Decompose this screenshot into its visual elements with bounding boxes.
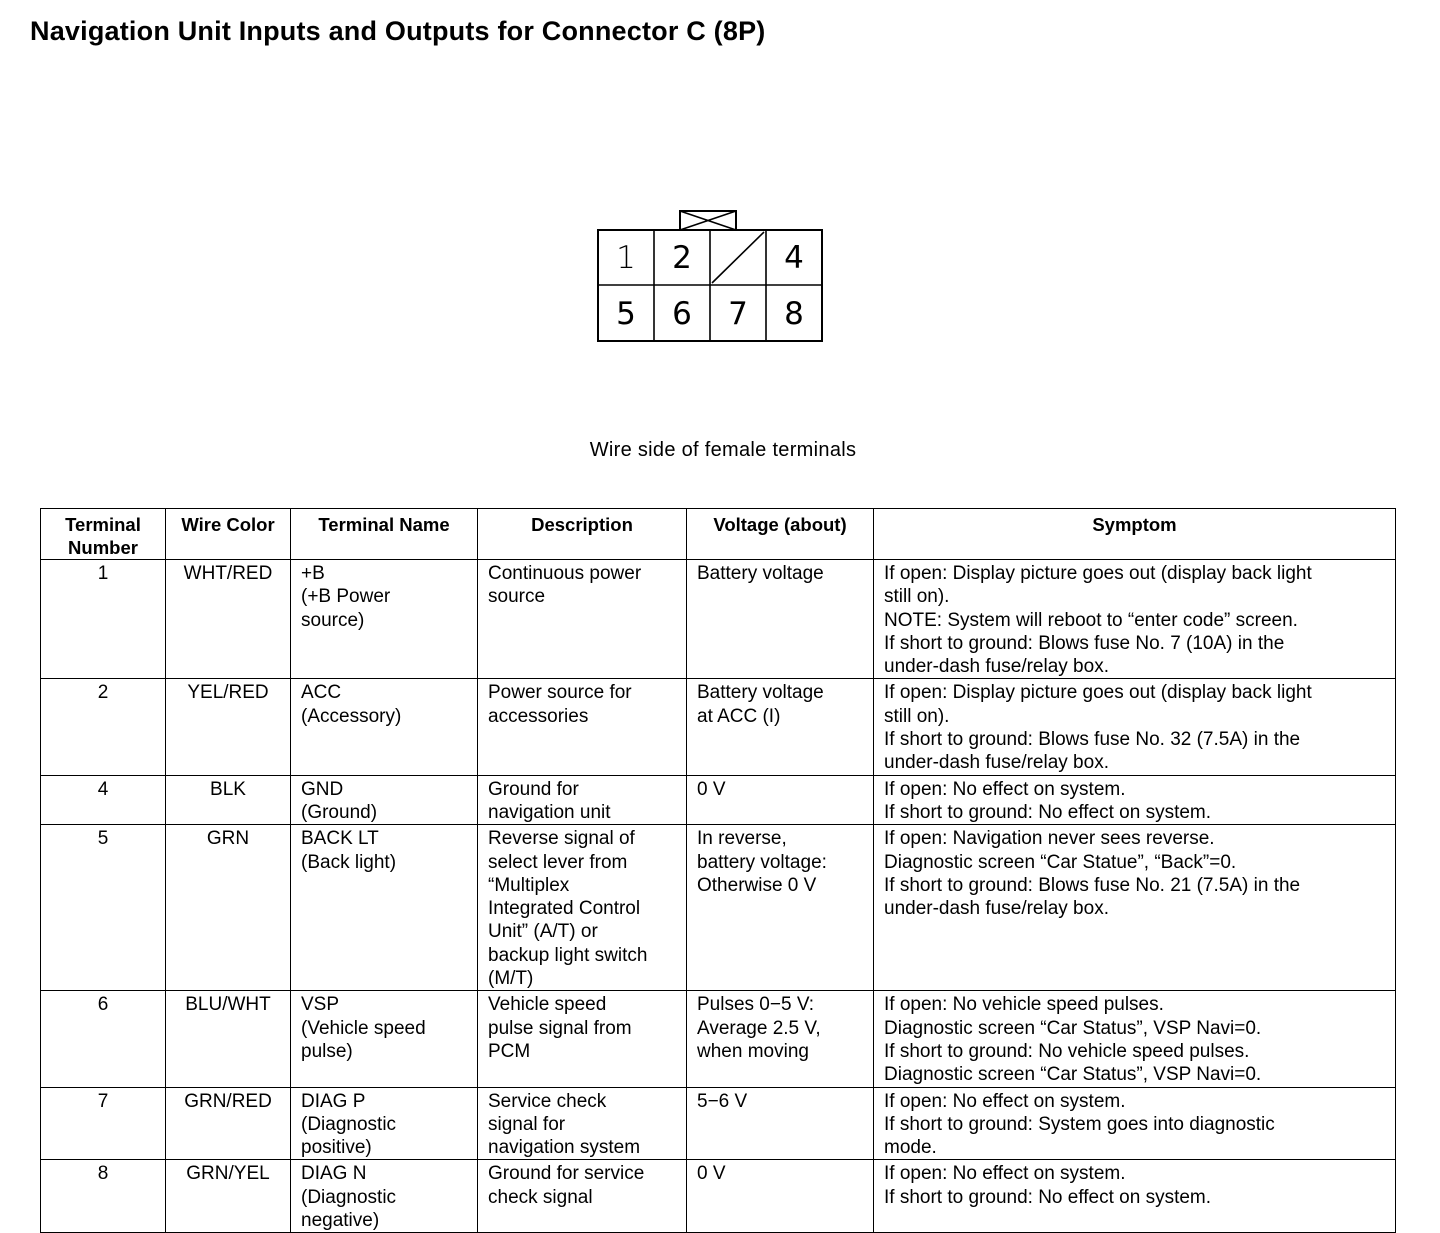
pin-number: 2: [672, 240, 692, 276]
terminal-name-cell: [291, 560, 478, 679]
voltage-cell-line: 0 V: [697, 1163, 726, 1185]
voltage-cell-line: 0 V: [697, 778, 726, 800]
description-cell-line: navigation system: [488, 1137, 641, 1159]
voltage-cell-line: Otherwise 0 V: [697, 874, 817, 896]
wire-color-cell: BLU/WHT: [166, 991, 291, 1087]
terminal-name-cell-line: (Accessory): [301, 705, 402, 727]
symptom-cell-line: Diagnostic screen “Car Status”, VSP Navi=0.: [884, 1064, 1262, 1086]
pin-number: 4: [784, 240, 804, 276]
terminal-name-cell-line: ACC: [301, 682, 342, 704]
header-symptom: Symptom: [874, 509, 1396, 560]
table-row: [41, 679, 1396, 775]
description-cell: [478, 679, 687, 775]
table-header-row: [41, 509, 1396, 560]
voltage-cell-line: In reverse,: [697, 828, 787, 850]
table-row: [41, 991, 1396, 1087]
symptom-cell-line: mode.: [884, 1137, 937, 1159]
description-cell-line: pulse signal from: [488, 1017, 632, 1039]
terminal-name-cell: [291, 775, 478, 825]
symptom-cell: [874, 1160, 1396, 1233]
symptom-cell-line: still on).: [884, 705, 950, 727]
symptom-cell-line: If short to ground: No effect on system.: [884, 801, 1212, 823]
terminal-name-cell: [291, 679, 478, 775]
header-description: Description: [478, 509, 687, 560]
terminal-name-cell-line: (Diagnostic: [301, 1113, 397, 1135]
pin-number: 8: [784, 296, 804, 332]
symptom-cell-line: If open: Display picture goes out (display back light: [884, 682, 1312, 704]
symptom-cell-line: If short to ground: No vehicle speed pulses.: [884, 1040, 1250, 1062]
symptom-cell: [874, 825, 1396, 991]
symptom-cell-line: If short to ground: Blows fuse No. 21 (7.5A) in the: [884, 874, 1301, 896]
terminal-number-cell: 8: [41, 1160, 166, 1233]
symptom-cell-line: If short to ground: System goes into diagnostic: [884, 1113, 1275, 1135]
terminal-name-cell-line: (Diagnostic: [301, 1186, 397, 1208]
pin-number: 5: [616, 296, 636, 332]
description-cell-line: Service check: [488, 1090, 607, 1112]
description-cell: [478, 775, 687, 825]
pin-number: 1: [616, 240, 636, 276]
table-row: [41, 1160, 1396, 1233]
symptom-cell-line: under-dash fuse/relay box.: [884, 656, 1109, 678]
description-cell-line: select lever from: [488, 851, 628, 873]
description-cell-line: “Multiplex: [488, 874, 570, 896]
voltage-cell-line: when moving: [697, 1040, 809, 1062]
symptom-cell-line: If open: No vehicle speed pulses.: [884, 994, 1164, 1016]
voltage-cell-line: battery voltage:: [697, 851, 827, 873]
symptom-cell: [874, 679, 1396, 775]
description-cell-line: signal for: [488, 1113, 566, 1135]
header-voltage: Voltage (about): [687, 509, 874, 560]
voltage-cell-line: Battery voltage: [697, 563, 824, 584]
symptom-cell: [874, 560, 1396, 679]
symptom-cell-line: If short to ground: Blows fuse No. 7 (10A) in the: [884, 632, 1285, 654]
voltage-cell: [687, 825, 874, 991]
symptom-cell-line: under-dash fuse/relay box.: [884, 752, 1109, 774]
description-cell-line: Unit” (A/T) or: [488, 921, 598, 943]
unused-cavity-mark: [712, 232, 764, 283]
symptom-cell-line: under-dash fuse/relay box.: [884, 898, 1109, 920]
terminal-name-cell: [291, 991, 478, 1087]
description-cell-line: Power source for: [488, 682, 632, 704]
terminal-name-cell-line: BACK LT: [301, 828, 379, 850]
header-terminal-name: Terminal Name: [291, 509, 478, 560]
symptom-cell-line: If open: No effect on system.: [884, 778, 1126, 800]
symptom-cell: [874, 775, 1396, 825]
header-terminal-number: Terminal Number: [41, 509, 166, 560]
description-cell-line: backup light switch: [488, 944, 648, 966]
table-row: [41, 825, 1396, 991]
table-row: [41, 560, 1396, 679]
description-cell-line: source: [488, 586, 546, 608]
voltage-cell: [687, 560, 874, 679]
description-cell: [478, 991, 687, 1087]
page-title: Navigation Unit Inputs and Outputs for Connector C (8P): [30, 16, 766, 46]
voltage-cell: [687, 1087, 874, 1160]
description-cell-line: Integrated Control: [488, 898, 641, 920]
description-cell: [478, 1160, 687, 1233]
wire-color-cell: GRN: [166, 825, 291, 991]
description-cell: [478, 1087, 687, 1160]
table-row: [41, 1087, 1396, 1160]
terminal-name-cell-line: source): [301, 609, 365, 631]
wire-color-cell: GRN/RED: [166, 1087, 291, 1160]
voltage-cell-line: Average 2.5 V,: [697, 1017, 821, 1039]
terminal-name-cell-line: pulse): [301, 1040, 353, 1062]
pin-number: 6: [672, 296, 692, 332]
description-cell: [478, 560, 687, 679]
symptom-cell: [874, 991, 1396, 1087]
symptom-cell-line: If open: No effect on system.: [884, 1090, 1126, 1112]
voltage-cell-line: at ACC (I): [697, 705, 781, 727]
terminal-number-cell: 1: [41, 560, 166, 679]
symptom-cell-line: If short to ground: Blows fuse No. 32 (7.5A) in the: [884, 729, 1301, 751]
terminal-name-cell-line: (Vehicle speed: [301, 1017, 426, 1039]
connector-diagram: [596, 208, 826, 344]
symptom-cell-line: If short to ground: No effect on system.: [884, 1186, 1212, 1208]
description-cell-line: PCM: [488, 1040, 531, 1062]
description-cell-line: accessories: [488, 705, 589, 727]
terminal-table: [40, 508, 1396, 1233]
terminal-name-cell-line: GND: [301, 778, 344, 800]
symptom-cell-line: NOTE: System will reboot to “enter code” screen.: [884, 609, 1298, 631]
wire-color-cell: WHT/RED: [166, 560, 291, 679]
description-cell-line: check signal: [488, 1186, 593, 1208]
voltage-cell: [687, 1160, 874, 1233]
terminal-name-cell: [291, 1160, 478, 1233]
description-cell: [478, 825, 687, 991]
terminal-name-cell-line: (Ground): [301, 801, 378, 823]
terminal-name-cell: [291, 1087, 478, 1160]
voltage-cell: [687, 991, 874, 1087]
terminal-name-cell-line: negative): [301, 1210, 380, 1232]
wire-color-cell: BLK: [166, 775, 291, 825]
terminal-name-cell: [291, 825, 478, 991]
voltage-cell-line: Pulses 0−5 V:: [697, 994, 815, 1016]
pin-number: 7: [728, 296, 748, 332]
terminal-number-cell: 7: [41, 1087, 166, 1160]
description-cell-line: Vehicle speed: [488, 994, 607, 1016]
terminal-name-cell-line: (+B Power: [301, 586, 391, 608]
description-cell-line: Ground for: [488, 778, 579, 800]
symptom-cell-line: If open: Display picture goes out (display back light: [884, 563, 1312, 584]
terminal-number-cell: 5: [41, 825, 166, 991]
table-row: [41, 775, 1396, 825]
terminal-name-cell-line: positive): [301, 1137, 372, 1159]
terminal-name-cell-line: (Back light): [301, 851, 397, 873]
description-cell-line: (M/T): [488, 968, 534, 990]
terminal-number-cell: 6: [41, 991, 166, 1087]
terminal-name-cell-line: DIAG P: [301, 1090, 366, 1112]
symptom-cell: [874, 1087, 1396, 1160]
symptom-cell-line: Diagnostic screen “Car Statue”, “Back”=0.: [884, 851, 1237, 873]
symptom-cell-line: still on).: [884, 586, 950, 608]
voltage-cell: [687, 679, 874, 775]
symptom-cell-line: Diagnostic screen “Car Status”, VSP Navi=0.: [884, 1017, 1262, 1039]
symptom-cell-line: If open: No effect on system.: [884, 1163, 1126, 1185]
description-cell-line: Reverse signal of: [488, 828, 635, 850]
terminal-name-cell-line: VSP: [301, 994, 340, 1016]
wire-color-cell: YEL/RED: [166, 679, 291, 775]
description-cell-line: Continuous power: [488, 563, 642, 584]
terminal-name-cell-line: +B: [301, 563, 325, 584]
terminal-name-cell-line: DIAG N: [301, 1163, 367, 1185]
diagram-caption: Wire side of female terminals: [589, 439, 857, 461]
terminal-number-cell: 4: [41, 775, 166, 825]
description-cell-line: navigation unit: [488, 801, 611, 823]
terminal-number-cell: 2: [41, 679, 166, 775]
header-wire-color: Wire Color: [166, 509, 291, 560]
voltage-cell: [687, 775, 874, 825]
voltage-cell-line: Battery voltage: [697, 682, 824, 704]
voltage-cell-line: 5−6 V: [697, 1090, 748, 1112]
description-cell-line: Ground for service: [488, 1163, 645, 1185]
symptom-cell-line: If open: Navigation never sees reverse.: [884, 828, 1215, 850]
wire-color-cell: GRN/YEL: [166, 1160, 291, 1233]
